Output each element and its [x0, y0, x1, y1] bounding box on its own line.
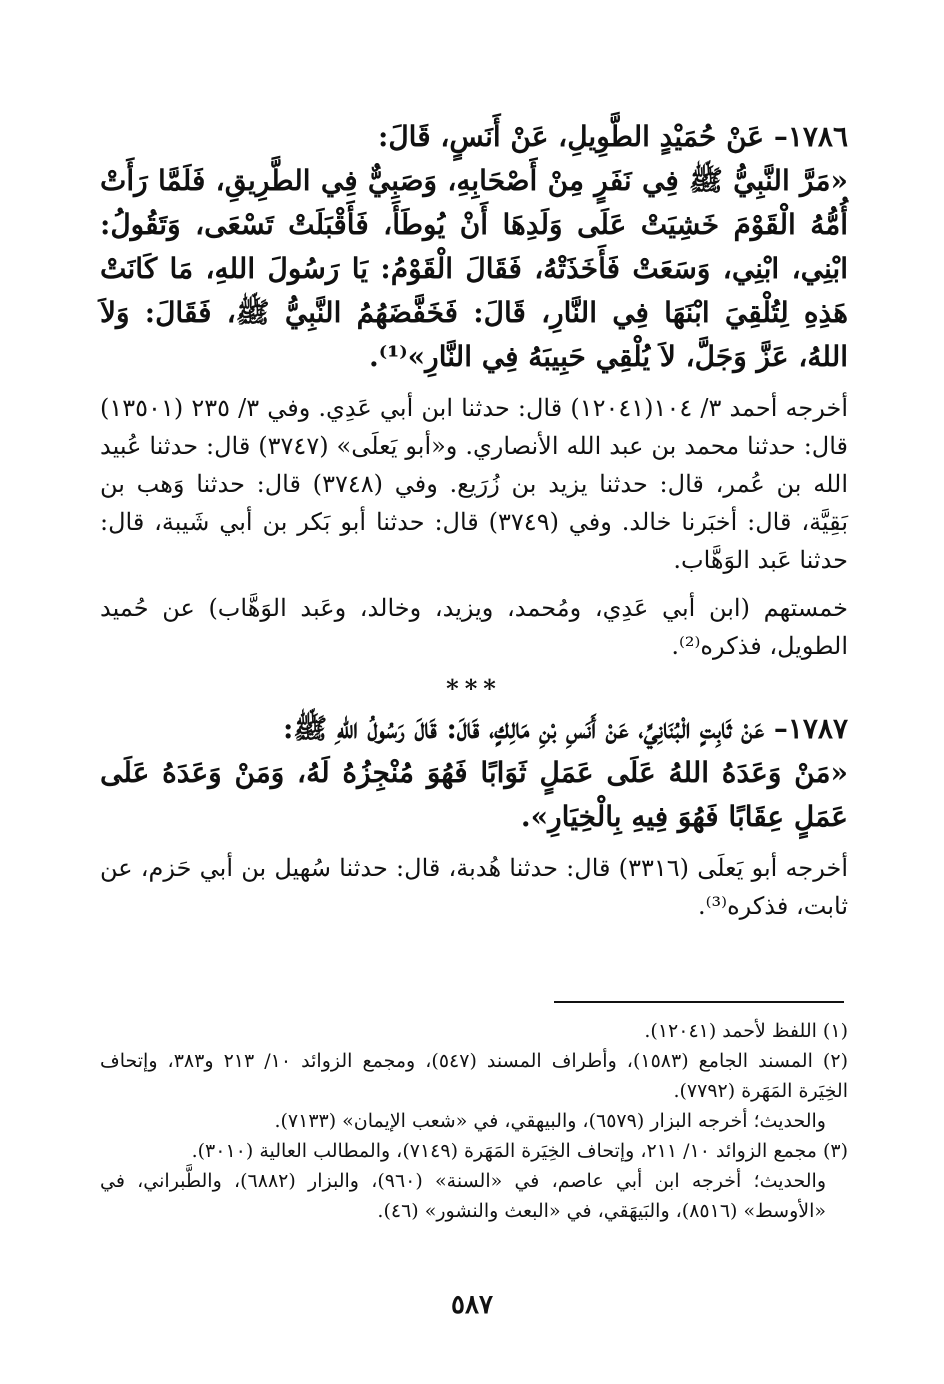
- footnotes: [100, 1016, 848, 1226]
- hadith-1786-takhrij: أخرجه أحمد ٣/ ١٠٤(١٢٠٤١) قال: حدثنا ابن أبي عَدِي. وفي ٣/ ٢٣٥ (١٣٥٠١) قال: حدثنا محمد بن عبد الله الأنصاري. و«أبو يَعلَى» (٣٧٤٧) قال: حدثنا عُبيد الله بن عُمر، قال: حدثنا يزيد بن زُرَيع. وفي (٣٧٤٨) قال: حدثنا وَهب بن بَقِيَّة، قال: أخبَرنا خالد. وفي (٣٧٤٩) قال: حدثنا أبو بَكر بن أبي شَيبة، قال: حدثنا عَبد الوَهَّاب.: [100, 394, 849, 574]
- hadith-1786-summary: خمستهم (ابن أبي عَدِي، ومُحمد، ويزيد، وخالد، وعَبد الوَهَّاب) عن حُميد الطويل، فذكره⁽²⁾.: [100, 594, 848, 660]
- hadith-1787-text: «مَنْ وَعَدَهُ اللهُ عَلَى عَمَلٍ ثَوَابًا فَهُوَ مُنْجِزُهُ لَهُ، وَمَنْ وَعَدَهُ عَلَى عَمَلٍ عِقَابًا فَهُوَ فِيهِ بِالْخِيَارِ».: [100, 756, 848, 833]
- hadith-1786-text: «مَرَّ النَّبِيُّ ﷺ فِي نَفَرٍ مِنْ أَصْحَابِهِ، وَصَبِيٌّ فِي الطَّرِيقِ، فَلَمَّا رَأَتْ أُمُّهُ الْقَوْمَ خَشِيَتْ عَلَى وَلَدِهَا أَنْ يُوطَأَ، فَأَقْبَلَتْ تَسْعَى، وَتَقُولُ: ابْنِي، ابْنِي، وَسَعَتْ فَأَخَذَتْهُ، فَقَالَ الْقَوْمُ: يَا رَسُولَ اللهِ، مَا كَانَتْ هَذِهِ لِتُلْقِيَ ابْنَهَا فِي النَّارِ، قَالَ: فَخَفَّضَهُمُ النَّبِيُّ ﷺ، فَقَالَ: وَلاَ اللهُ، عَزَّ وَجَلَّ، لاَ يُلْقِي حَبِيبَهُ فِي النَّارِ»⁽¹⁾.: [100, 164, 848, 373]
- footnote-2: (٢) المسند الجامع (١٥٨٣)، وأطراف المسند (٥٤٧)، ومجمع الزوائد ١٠/ ٢١٣ و٣٨٣، وإتحاف الخِيَرة المَهَرة (٧٧٩٢).: [100, 1050, 848, 1102]
- hadith-1786-heading: ١٧٨٦– عَنْ حُمَيْدٍ الطَّوِيلِ، عَنْ أَنَسٍ، قَالَ:: [377, 120, 848, 153]
- footnote-3: (٣) مجمع الزوائد ١٠/ ٢١١، وإتحاف الخِيَرة المَهَرة (٧١٤٩)، والمطالب العالية (٣٠١٠).: [191, 1140, 848, 1162]
- footnote-2-continuation: والحديث؛ أخرجه البزار (٦٥٧٩)، والبيهقي، في «شعب الإيمان» (٧١٣٣).: [274, 1110, 826, 1132]
- hadith-1787-takhrij: أخرجه أبو يَعلَى (٣٣١٦) قال: حدثنا هُدبة، قال: حدثنا سُهيل بن أبي حَزم، عن ثابت، فذكره⁽³⁾.: [100, 854, 848, 920]
- page-number: ٥٨٧: [451, 1290, 493, 1320]
- footnote-divider: [554, 1001, 844, 1003]
- page-body: [100, 115, 848, 925]
- footnote-3-continuation: والحديث؛ أخرجه ابن أبي عاصم، في «السنة» (٩٦٠)، والبزار (٦٨٨٢)، والطَّبراني، في «الأوسط» (٨٥١٦)، والبَيهَقي، في «البعث والنشور» (٤٦).: [100, 1170, 827, 1222]
- footnote-1: (١) اللفظ لأحمد (١٢٠٤١).: [644, 1020, 848, 1042]
- hadith-1787-heading: ١٧٨٧– عَنْ ثَابِتٍ الْبُنَانِيِّ، عَنْ أَنَسِ بْنِ مَالِكٍ، قَالَ: قَالَ رَسُولُ اللهِ ﷺ:: [282, 712, 848, 745]
- section-separator: ***: [446, 674, 502, 703]
